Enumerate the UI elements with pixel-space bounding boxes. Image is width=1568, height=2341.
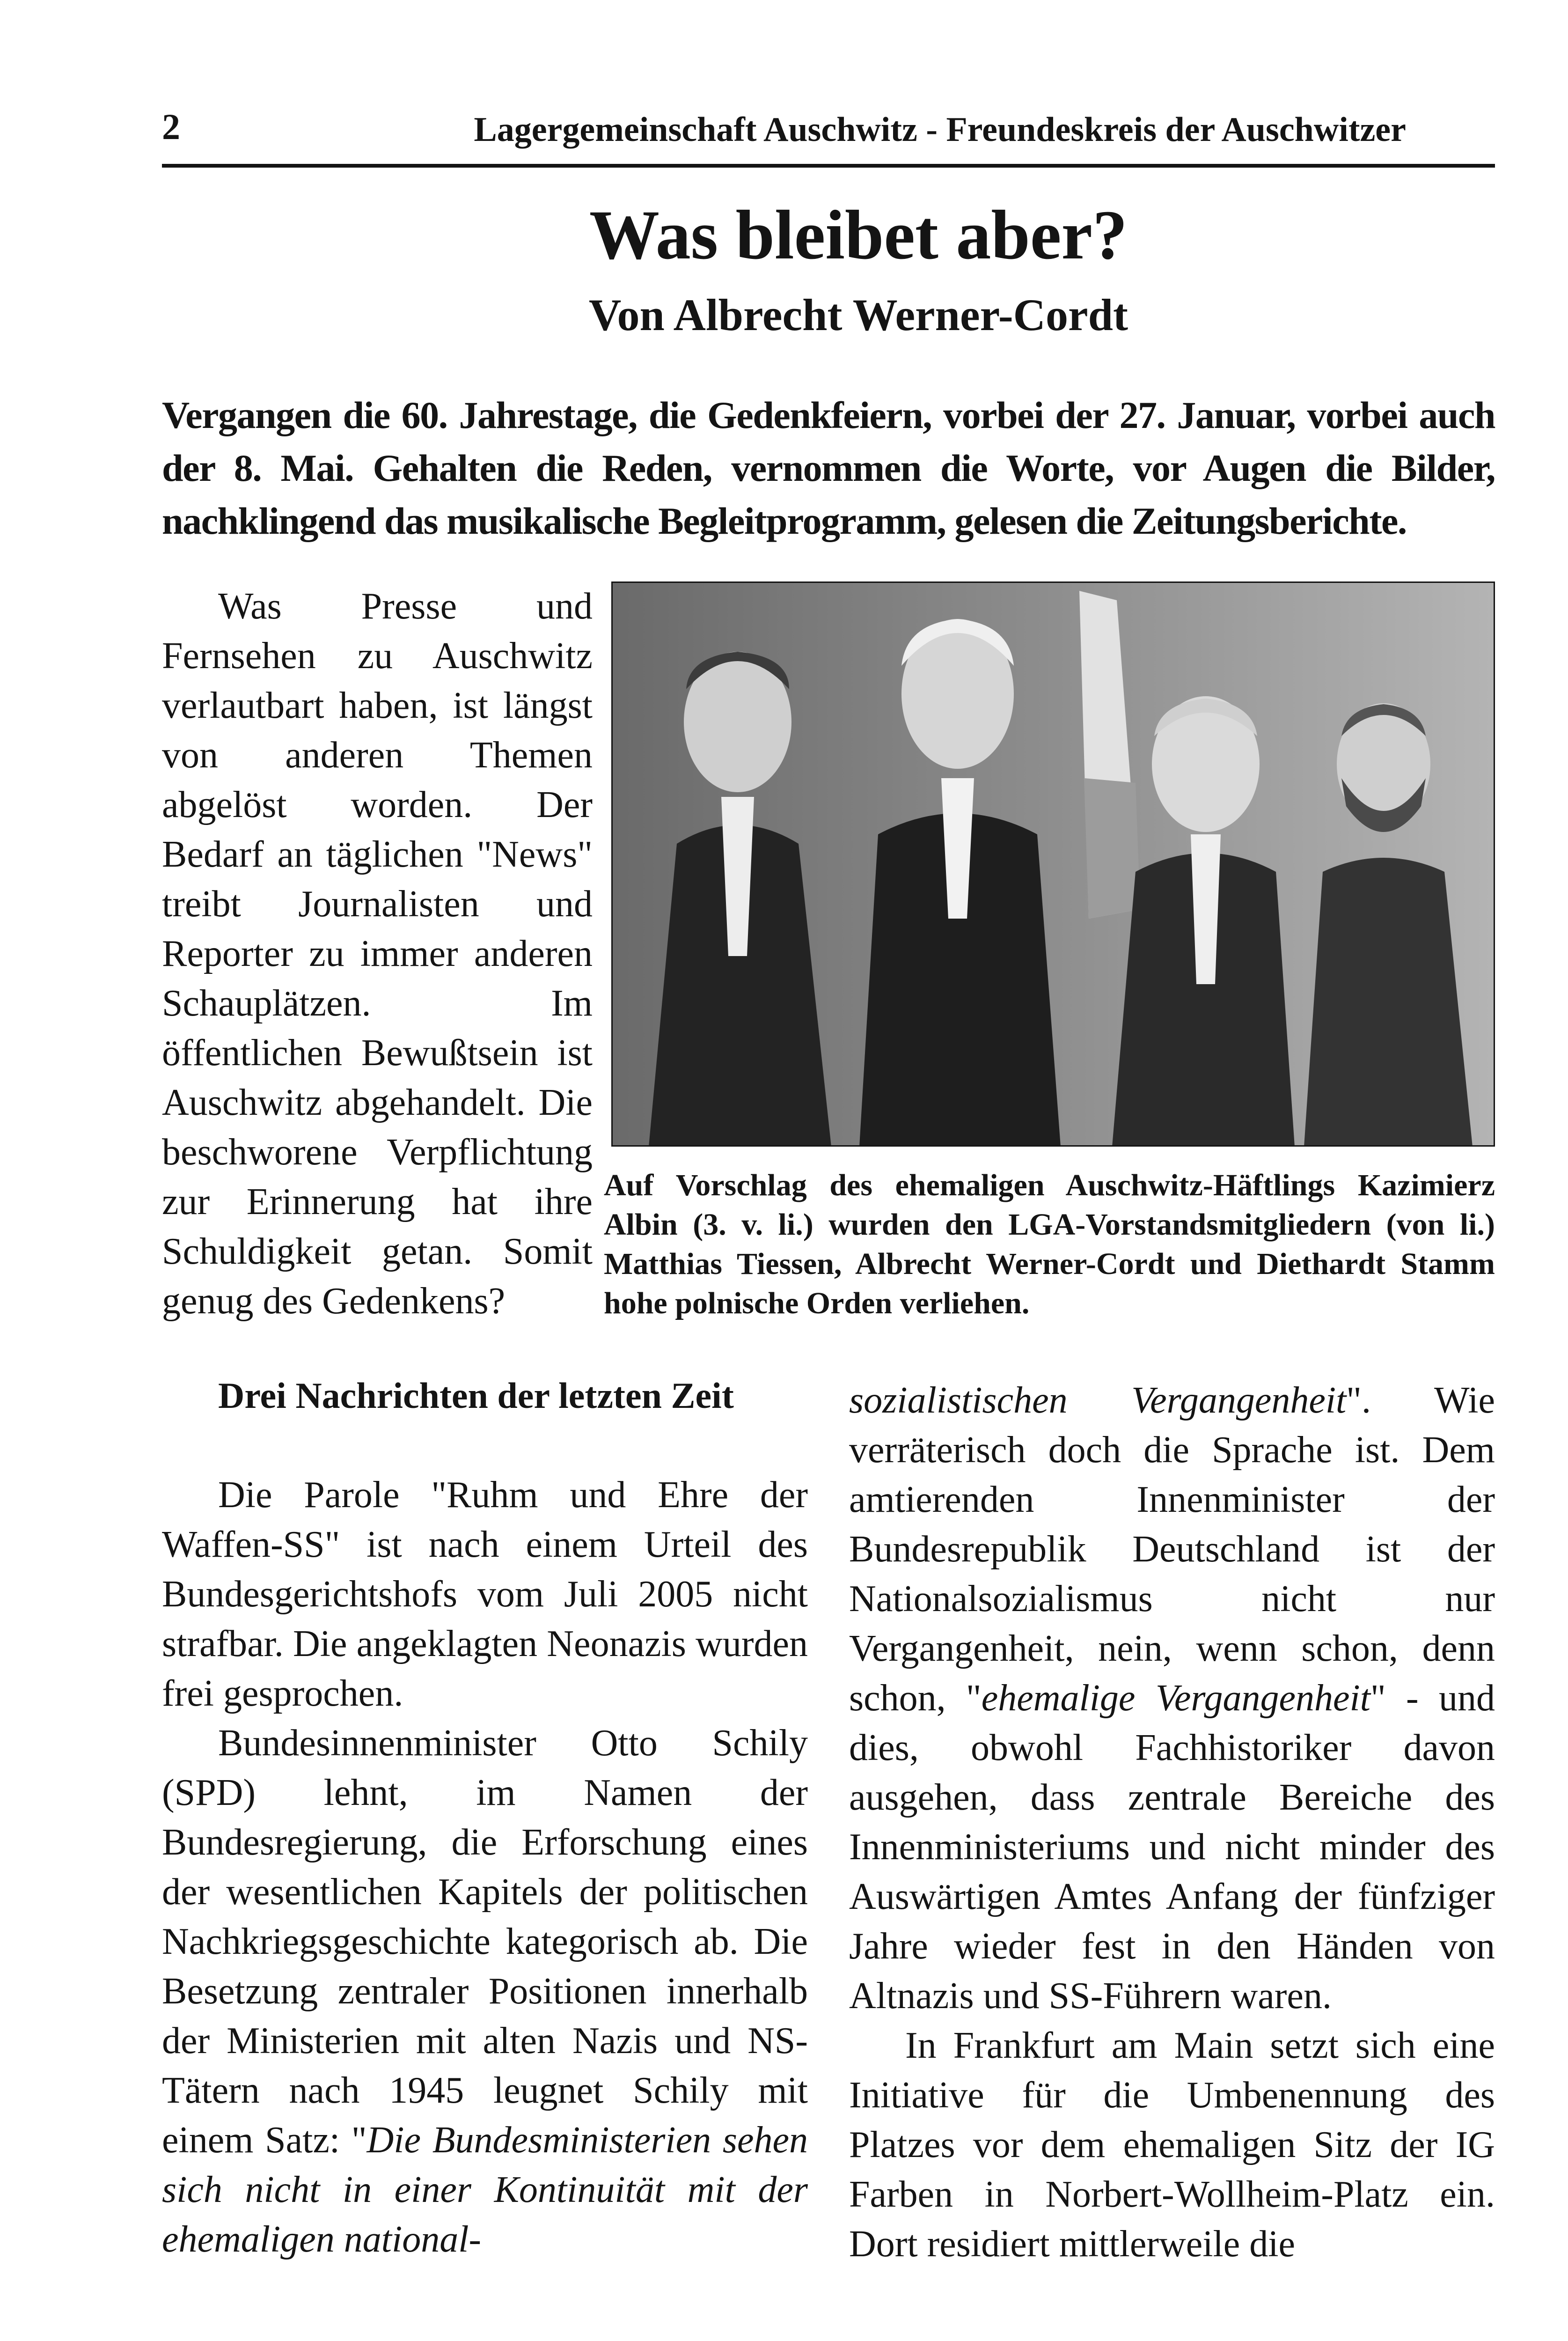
section-subheading: Drei Nachrichten der letzten Zeit xyxy=(218,1375,734,1416)
header-rule xyxy=(162,164,1495,168)
running-header: Lagergemeinschaft Auschwitz - Freundeskreis der Auschwitzer xyxy=(474,110,1406,149)
paragraph-2-end-text: " - und dies, obwohl Fachhistoriker davon ausgehen, dass zentrale Bereiche des Innenministeriums und nicht minder des Auswärtigen Amtes Anfang der fünfziger Jahre wieder fest in den Händen von Altnazis und SS-Führern waren. xyxy=(849,1678,1495,2017)
paragraph-2-continued xyxy=(849,1376,1495,2021)
article-author: Von Albrecht Werner-Cordt xyxy=(589,290,1128,340)
paragraph-2-quote: Die Bundesministerien sehen sich nicht in einer Kontinuität mit der ehemaligen national- xyxy=(162,2120,808,2260)
group-photo xyxy=(611,582,1495,1147)
article-lead: Vergangen die 60. Jahrestage, die Gedenkfeiern, vorbei der 27. Januar, vorbei auch der 8. Mai. Gehalten die Reden, vernommen die Worte, vor Augen die Bilder, nachklingend das musikalische Begleitprogramm, gelesen die Zeitungsberichte. xyxy=(162,394,1495,542)
right-column xyxy=(849,1376,1495,2269)
paragraph-2-quote-2: ehemalige Vergangenheit xyxy=(981,1678,1370,1719)
photo-caption: Auf Vorschlag des ehemaligen Auschwitz-Häftlings Kazimierz Albin (3. v. li.) wurden den LGA-Vorstandsmitgliedern (von li.) Matthias Tiessen, Albrecht Werner-Cordt und Diethardt Stamm hohe polnische Orden verliehen. xyxy=(604,1168,1495,1320)
intro-paragraph: Was Presse und Fernsehen zu Auschwitz verlautbart haben, ist längst von anderen Themen abgelöst worden. Der Bedarf an täglichen "News" treibt Journalisten und Reporter zu immer anderen Schauplätzen. Im öffentlichen Bewußtsein ist Auschwitz abgehandelt. Die beschworene Verpflichtung zur Erinnerung hat ihre Schuldigkeit getan. Somit genug des Gedenkens? xyxy=(162,586,593,1322)
left-column xyxy=(162,1470,808,2264)
paragraph-2-text: Bundesinnenminister Otto Schily (SPD) lehnt, im Namen der Bundesregierung, die Erforschung eines der wesentlichen Kapitels der politischen Nachkriegsgeschichte kategorisch ab. Die Besetzung zentraler Positionen innerhalb der Ministerien mit alten Nazis und NS-Tätern nach 1945 leugnet Schily mit einem Satz: " xyxy=(162,1723,808,2161)
group-photo-image xyxy=(611,582,1495,1147)
paragraph-2-cont-text: ". Wie verräterisch doch die Sprache ist. Dem amtierenden Innenminister der Bundesrepublik Deutschland ist der Nationalsozialismus nicht nur Vergangenheit, nein, wenn schon, denn schon, " xyxy=(849,1380,1495,1719)
paragraph-1: Die Parole "Ruhm und Ehre der Waffen-SS" ist nach einem Urteil des Bundesgerichtshofs vom Juli 2005 nicht strafbar. Die angeklagten Neonazis wurden frei gesprochen. xyxy=(162,1474,808,1714)
page-number: 2 xyxy=(162,106,180,147)
article-title: Was bleibet aber? xyxy=(589,196,1128,274)
intro-column xyxy=(162,582,593,1326)
paragraph-2-quote-end: sozialistischen Vergangenheit xyxy=(849,1380,1347,1421)
paragraph-3: In Frankfurt am Main setzt sich eine Initiative für die Umbenennung des Platzes vor dem ehemaligen Sitz der IG Farben in Norbert-Wollheim-Platz ein. Dort residiert mittlerweile die xyxy=(849,2025,1495,2265)
paragraph-2 xyxy=(162,1718,808,2264)
